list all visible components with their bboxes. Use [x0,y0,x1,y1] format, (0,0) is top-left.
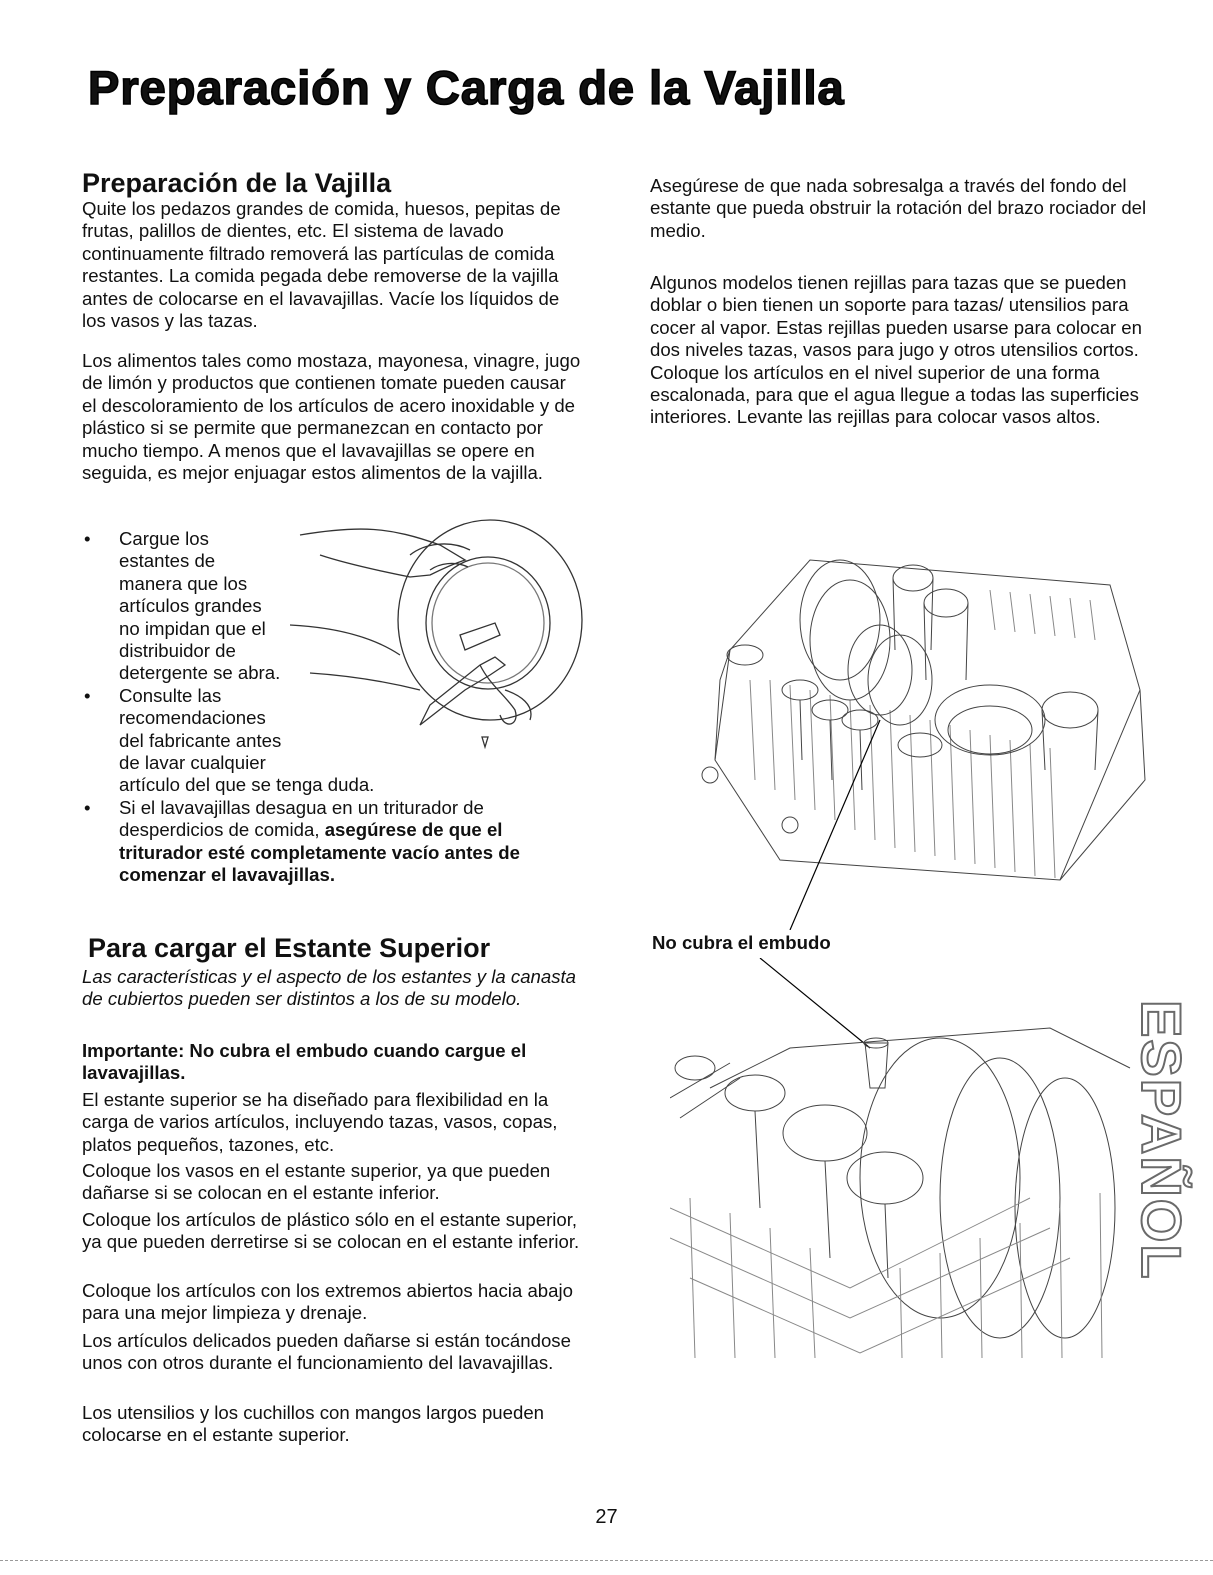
bullet3-text: Si el lavavajillas desagua en un triturador de desperdicios de comida, [119,796,484,841]
upper-rack-illustration [690,530,1160,930]
prep-heading: Preparación de la Vajilla [82,168,392,198]
funnel-caption: No cubra el embudo [652,932,831,953]
prep-paragraph-1: Quite los pedazos grandes de comida, huesos, pepitas de frutas, palillos de dientes, etc. El sistema de lavado continuamente filtrado removerá las partículas de comida restantes. La comida pegada debe removerse de la vajilla antes de colocarse en el lavavajillas. Vacíe los líquidos de los vasos y las tazas. [82,198,561,332]
upper-rack-heading: Para cargar el Estante Superior [88,933,491,963]
upper-rack-note: Las características y el aspecto de los estantes y la canasta de cubiertos pueden ser distintos a los de su modelo. [82,966,577,1010]
bullet1-line: artículos grandes [119,595,262,617]
prep-paragraph-2: Los alimentos tales como mostaza, mayonesa, vinagre, jugo de limón y productos que contienen tomate pueden causar el descoloramiento de los artículos de acero inoxidable y de plástico si se permite que permanezcan en contacto por mucho tiempo. A menos que el lavavajillas se opere en seguida, es mejor enjuagar estos alimentos de la vajilla. [82,350,581,484]
bullet1-line: distribuidor de [119,640,236,662]
bullet2-line: Consulte las [119,684,222,706]
page-title: Preparación y Carga de la Vajilla [88,61,845,114]
bullet2-line: del fabricante antes [119,729,282,751]
right-paragraph-2: Algunos modelos tienen rejillas para tazas que se pueden doblar o bien tienen un soporte para tazas/ utensilios para cocer al vapor. Estas rejillas pueden usarse para colocar en dos niveles tazas, vasos para jugo y otros utensilios cortos. Coloque los artículos en el nivel superior de una forma escalonada, para que el agua llegue a todas las superficies interiores. Levante las rejillas para colocar vasos altos. [650,272,1142,428]
bullet-disposer [82,797,579,887]
bullet2-line: recomendaciones [119,707,266,729]
language-label: ESPAÑOL [1130,1000,1193,1281]
language-side-tab [1130,1000,1200,1281]
upper-rack-paragraph-3: Coloque los artículos de plástico sólo en el estante superior, ya que pueden derretirse si se colocan en el estante inferior. [82,1209,580,1253]
bullet1-line: no impidan que el [119,617,266,639]
bullet1-line: estantes de [119,550,216,572]
footer-divider [0,1560,1213,1561]
right-paragraph-1: Asegúrese de que nada sobresalga a través del fondo del estante que pueda obstruir la rotación del brazo rociador del medio. [650,175,1147,241]
plate-scraping-illustration [290,515,600,765]
bullet1-line: detergente se abra. [119,662,281,684]
upper-rack-important: Importante: No cubra el embudo cuando cargue el lavavajillas. [82,1040,527,1084]
rack-closeup-illustration [670,958,1140,1368]
upper-rack-paragraph-2: Coloque los vasos en el estante superior, ya que pueden dañarse si se colocan en el estante inferior. [82,1160,551,1204]
bullet2-line: artículo del que se tenga duda. [119,774,375,796]
upper-rack-paragraph-5: Los artículos delicados pueden dañarse si están tocándose unos con otros durante el funcionamiento del lavavajillas. [82,1330,571,1374]
bullet1-line: Cargue los [119,528,209,549]
bullet1-line: manera que los [119,572,248,594]
bullet2-line: de lavar cualquier [119,752,266,774]
upper-rack-paragraph-1: El estante superior se ha diseñado para flexibilidad en la carga de varios artículos, incluyendo tazas, vasos, copas, platos pequeños, tazones, etc. [82,1089,558,1155]
page-number: 27 [595,1506,618,1528]
upper-rack-paragraph-4: Coloque los artículos con los extremos abiertos hacia abajo para una mejor limpieza y drenaje. [82,1280,573,1324]
upper-rack-paragraph-6: Los utensilios y los cuchillos con mangos largos pueden colocarse en el estante superior. [82,1402,545,1446]
bullet3-warning: asegúrese de que el triturador esté completamente vacío antes de comenzar el lavavajillas. [119,819,520,886]
